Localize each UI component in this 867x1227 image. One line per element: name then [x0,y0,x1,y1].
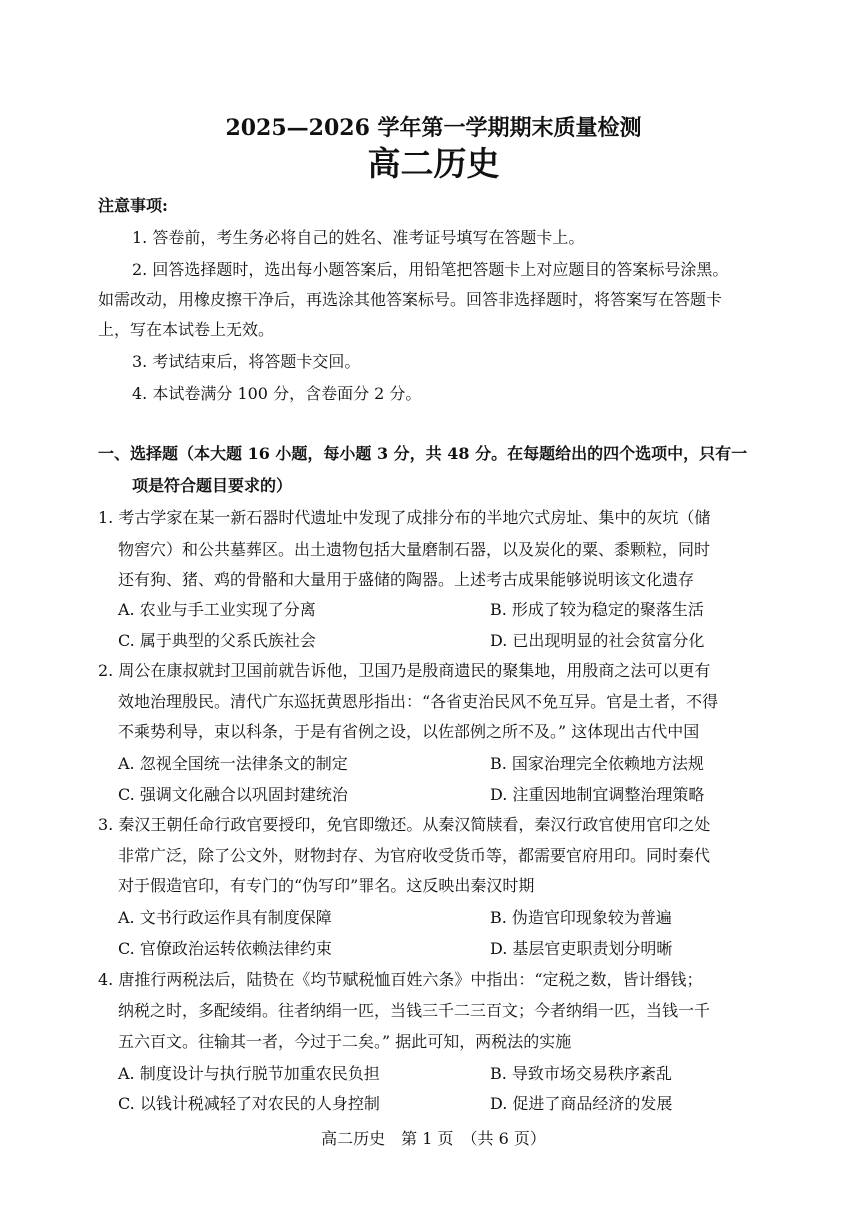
notice-item: 2. 回答选择题时，选出每小题答案后，用铅笔把答题卡上对应题目的答案标号涂黑。 [132,260,729,279]
question-2-line: 不乘势利导，束以科条，于是有省例之设，以佐部例之所不及。” 这体现出古代中国 [118,722,700,741]
notice-item: 上，写在本试卷上无效。 [98,320,275,339]
section-heading-cont: 项是符合题目要求的） [132,476,293,495]
question-4-option-a: A. 制度设计与执行脱节加重农民负担 [118,1064,380,1083]
question-1-line: 还有狗、猪、鸡的骨骼和大量用于盛储的陶器。上述考古成果能够说明该文化遗存 [118,570,695,589]
question-4-option-c: C. 以钱计税减轻了对农民的人身控制 [118,1094,380,1113]
question-1-option-d: D. 已出现明显的社会贫富分化 [490,631,705,650]
question-3-line: 对于假造官印，有专门的“伪写印”罪名。这反映出秦汉时期 [118,876,535,895]
section-heading: 一、选择题（本大题 16 小题，每小题 3 分，共 48 分。在每题给出的四个选项中，只有一 [98,444,748,463]
question-4-line: 4. 唐推行两税法后，陆贽在《均节赋税恤百姓六条》中指出：“定税之数，皆计缗钱； [98,970,703,989]
question-2-line: 效地治理殷民。清代广东巡抚黄恩彤指出：“各省吏治民风不免互异。官是土者，不得 [118,692,719,711]
question-4-option-d: D. 促进了商品经济的发展 [490,1094,673,1113]
question-3-option-b: B. 伪造官印现象较为普遍 [490,908,672,927]
notice-item: 如需改动，用橡皮擦干净后，再选涂其他答案标号。回答非选择题时，将答案写在答题卡 [98,290,723,309]
question-3-option-a: A. 文书行政运作具有制度保障 [118,908,332,927]
page-footer: 高二历史 第 1 页 （共 6 页） [321,1129,546,1148]
question-1-option-b: B. 形成了较为稳定的聚落生活 [490,600,704,619]
question-2-line: 2. 周公在康叔就封卫国前就告诉他，卫国乃是殷商遗民的聚集地，用殷商之法可以更有 [98,661,711,680]
question-1-line: 物窖穴）和公共墓葬区。出土遗物包括大量磨制石器，以及炭化的粟、黍颗粒，同时 [118,540,711,559]
notice-heading: 注意事项: [98,196,168,215]
question-4-line: 五六百文。往输其一者，今过于二矣。” 据此可知，两税法的实施 [118,1032,572,1051]
question-3-option-d: D. 基层官吏职责划分明晰 [490,939,673,958]
question-4-option-b: B. 导致市场交易秩序紊乱 [490,1064,672,1083]
question-4-line: 纳税之时，多配绫绢。往者纳绢一匹，当钱三千二三百文；今者纳绢一匹，当钱一千 [118,1001,711,1020]
notice-item: 3. 考试结束后，将答题卡交回。 [132,352,361,371]
notice-item: 4. 本试卷满分 100 分，含卷面分 2 分。 [132,384,422,403]
question-2-option-b: B. 国家治理完全依赖地方法规 [490,754,704,773]
notice-item: 1. 答卷前，考生务必将自己的姓名、准考证号填写在答题卡上。 [132,228,585,247]
question-3-option-c: C. 官僚政治运转依赖法律约束 [118,939,332,958]
question-2-option-d: D. 注重因地制宜调整治理策略 [490,785,705,804]
question-2-option-c: C. 强调文化融合以巩固封建统治 [118,785,348,804]
question-3-line: 非常广泛，除了公文外，财物封存、为官府收受货币等，都需要官府用印。同时秦代 [118,846,711,865]
subject-title: 高二历史 [367,144,500,183]
question-1-line: 1. 考古学家在某一新石器时代遗址中发现了成排分布的半地穴式房址、集中的灰坑（储 [98,508,711,527]
question-1-option-c: C. 属于典型的父系氏族社会 [118,631,316,650]
exam-title: 2025—2026 学年第一学期期末质量检测 [225,115,642,141]
question-2-option-a: A. 忽视全国统一法律条文的制定 [118,754,348,773]
question-3-line: 3. 秦汉王朝任命行政官要授印，免官即缴还。从秦汉简牍看，秦汉行政官使用官印之处 [98,815,711,834]
question-1-option-a: A. 农业与手工业实现了分离 [118,600,316,619]
